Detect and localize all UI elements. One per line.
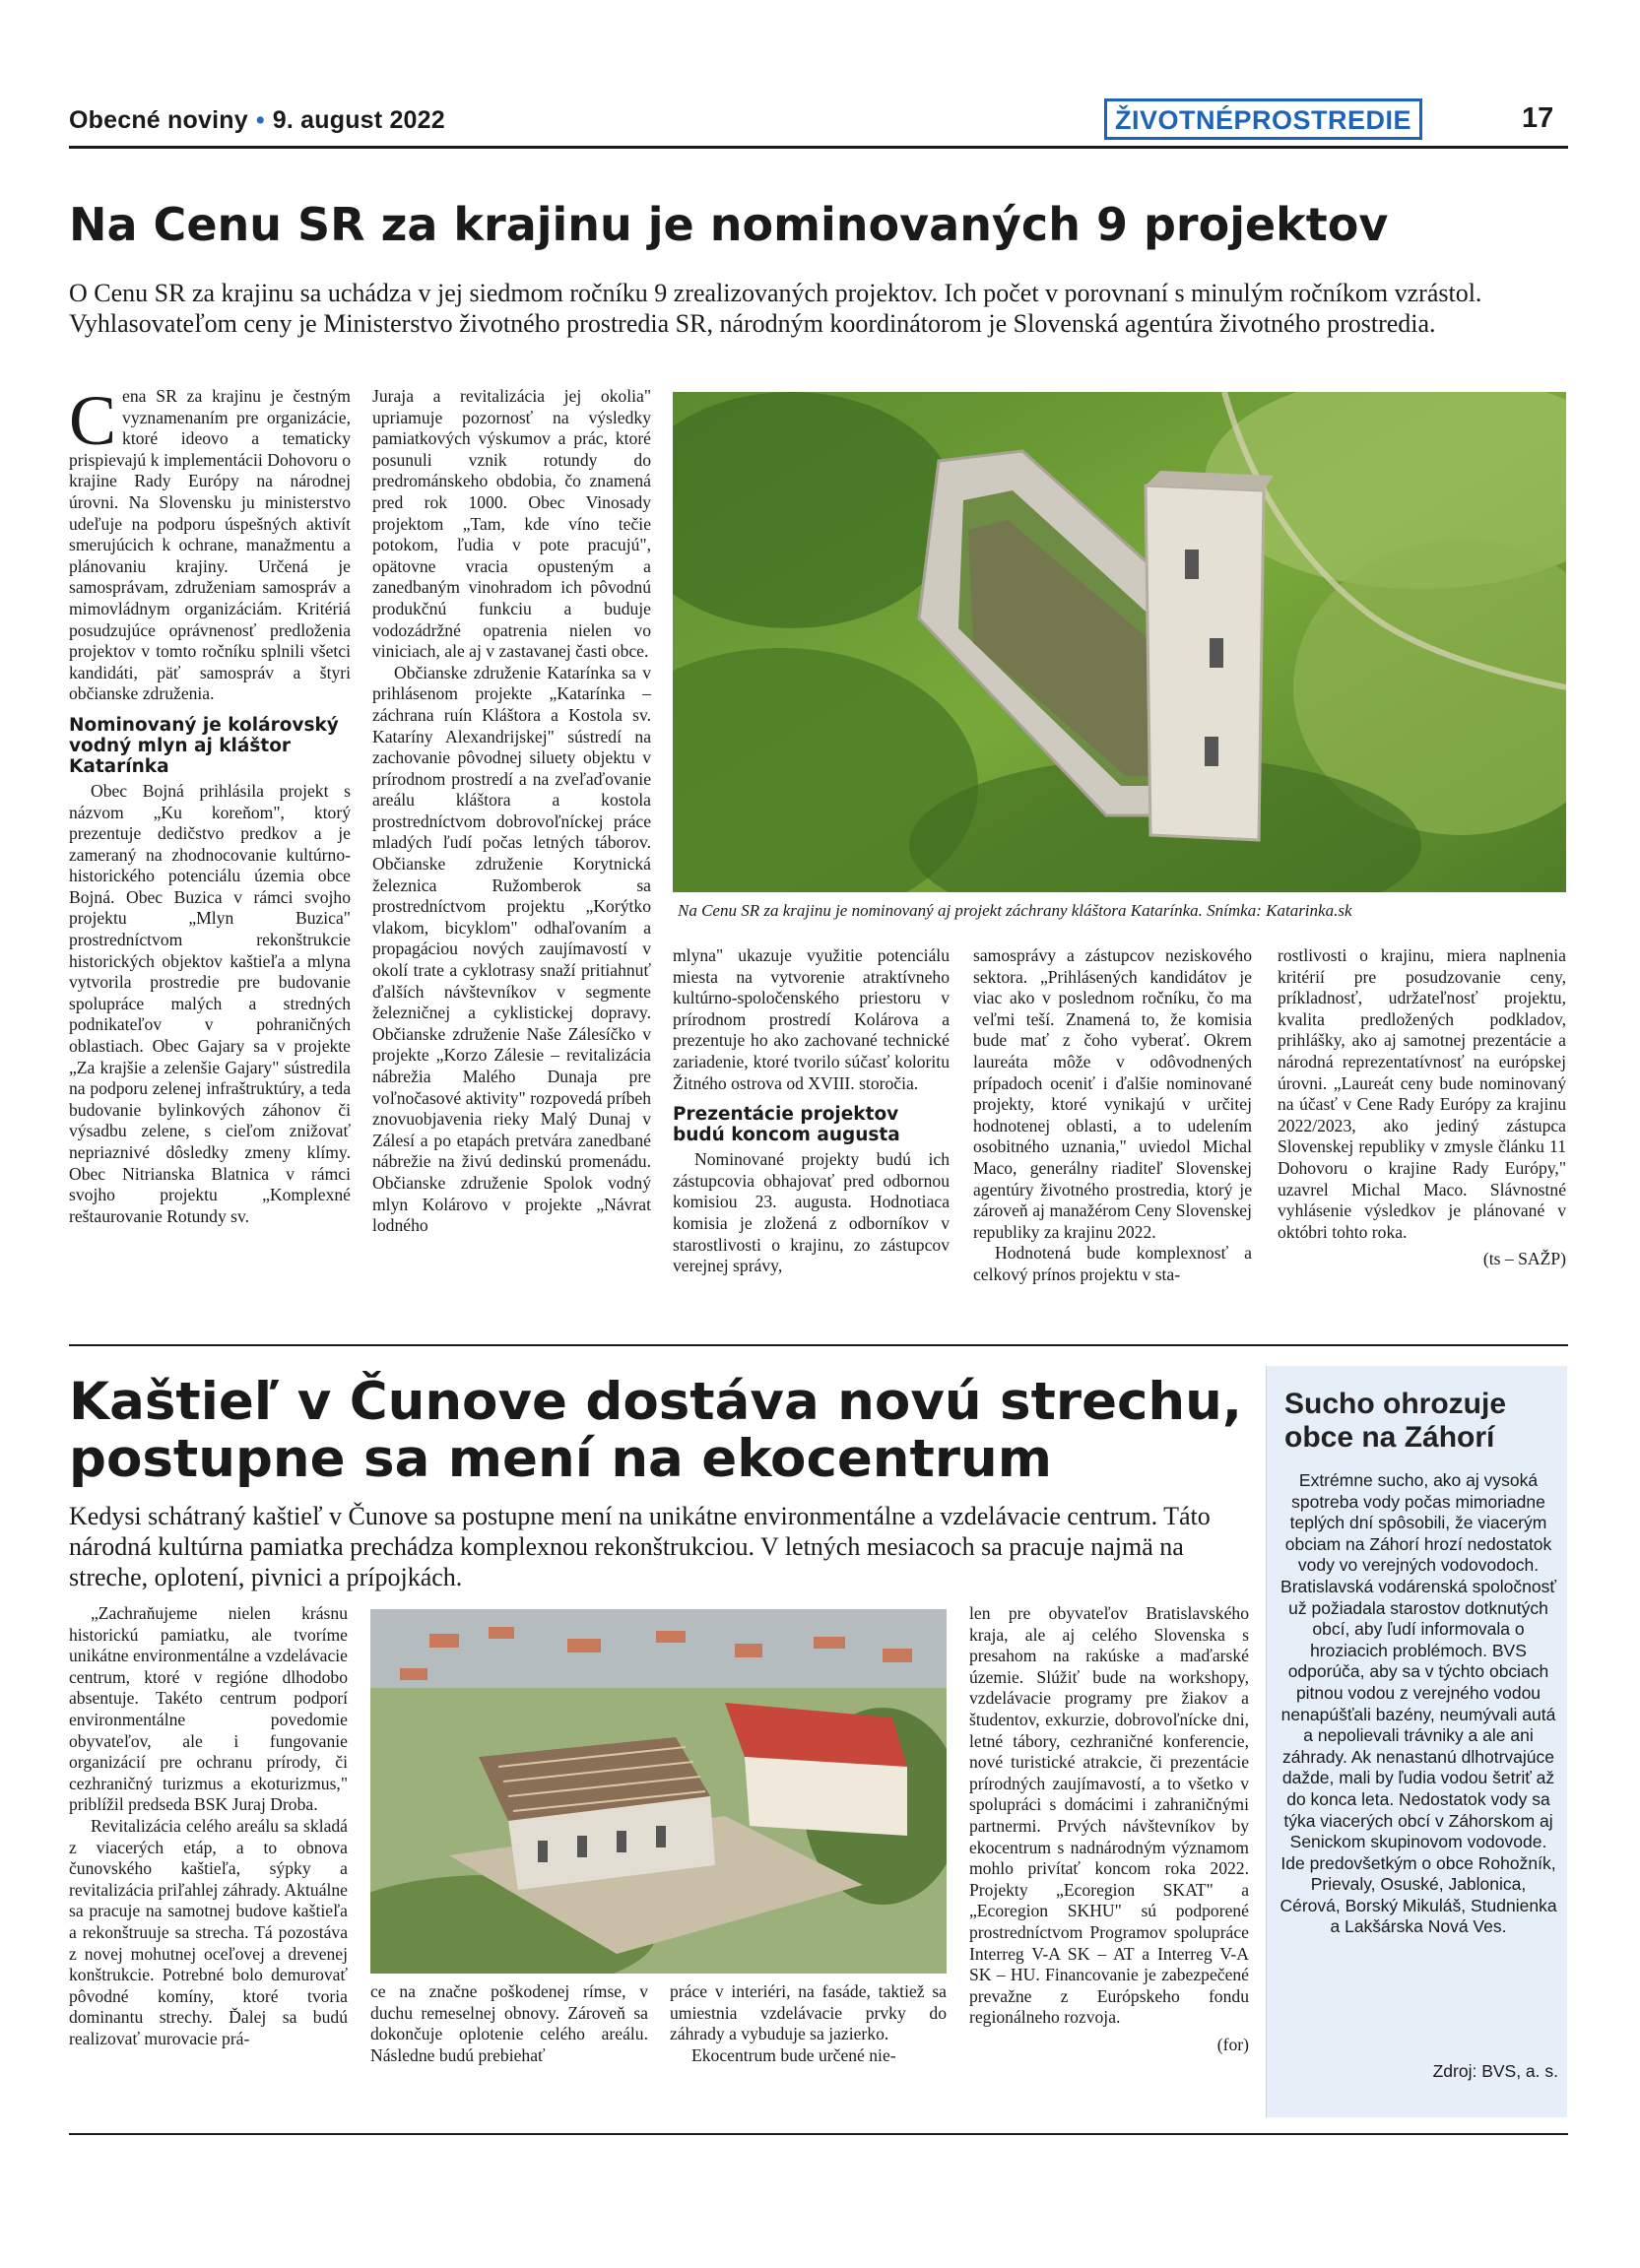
footer-rule: [69, 2133, 1568, 2135]
article2-headline-line2: postupne sa mení na ekocentrum: [69, 1429, 1052, 1489]
article1-subhead-2: Prezentácie projektov budú koncom augusta: [673, 1104, 900, 1146]
article1-col4-p1: samosprávy a zástupcov neziskového sektora. „Prihlásených kandidátov je viac ako v poslednom ročníku, čo ma veľmi teší. Znamená to, že komisia bude mať z čoho vyberať. Okrem laureáta môže v odôvodnených prípadoch oceniť i ďalšie nominované projekty, ktoré vynikajú v určitej hodnotenej oblasti, a to udelením osobitného uznania," uviedol Michal Maco, generálny riaditeľ Slovenskej agentúry životného prostredia, ktorý je zároveň aj manažérom Ceny Slovenskej republiky za krajinu 2022.: [973, 945, 1252, 1242]
article2-col3-p2: Ekocentrum bude určené nie-: [691, 2044, 896, 2065]
dropcap: C: [69, 381, 117, 460]
article2-column-3: [670, 1981, 947, 2066]
article1-signature: (ts – SAŽP): [1482, 1249, 1566, 1269]
article1-col3-p2: Nominované projekty budú ich zástupcovia obhajovať pred odbornou komisiou 23. augusta. Hodnotiaca komisia je zložená z odborníkov v starostlivosti o krajinu, zo zástupcov verejnej správy,: [673, 1149, 950, 1276]
sidebar-box: [1266, 1366, 1567, 2117]
article1-col2-p2: Občianske združenie Katarínka sa v prihlásenom projekte „Katarínka – záchrana ruín Kláštora a Kostola sv. Kataríny Alexandrijskej" sústredí na zachovanie pôvodnej siluety objektu v prírodnom prostredí a na zveľaďovanie areálu kláštora a kostola prostredníctvom dobrovoľníckej práce mladých ľudí počas letných táborov. Občianske združenie Korytnická železnica Ružomberok sa prostredníctvom projektu „Korýtko vlakom, bicyklom" odhaľovaním a propagáciou nových zaujímavostí v okolí trate a cyklotrasy snaží pritiahnuť ďalších návštevníkov v segmente železničnej a cyklistickej dopravy. Občianske združenie Naše Zálesíčko v projekte „Korzo Zálesie – revitalizácia nábrežia Malého Dunaja pre voľnočasové aktivity" rozpovedá príbeh znovuobjavenia rieky Malý Dunaj v Zálesí a po etapách pretvára zanedbané nábrežie na živú dedinskú promenádu. Občianske združenie Spolok vodný mlyn Kolárovo v projekte „Návrat lodného: [372, 662, 651, 1236]
article2-column-1: [69, 1603, 348, 2049]
masthead: [69, 106, 445, 135]
article1-subhead-1: Nominovaný je kolárovský vodný mlyn aj kláštor Katarínka: [69, 714, 339, 777]
katarinka-photo-caption: Na Cenu SR za krajinu je nominovaný aj projekt záchrany kláštora Katarínka. Snímka: Katarinka.sk: [678, 901, 1352, 920]
sidebar-title-line1: Sucho ohrozuje: [1284, 1388, 1506, 1420]
issue-date: 9. august 2022: [272, 106, 445, 134]
article1-col1-p2: Obec Bojná prihlásila projekt s názvom „Ku koreňom", ktorý prezentuje dedičstvo predkov a je zameraný na zhodnocovanie kultúrno-historického potenciálu územia obce Bojná. Obec Buzica v rámci svojho projektu „Mlyn Buzica" prostredníctvom rekonštrukcie historických objektov kaštieľa a mlyna vytvorila prostredie pre budovanie spolupráce malých a stredných podnikateľov v pohraničných oblastiach. Obec Gajary sa v projekte „Za krajšie a zelenšie Gajary" sústredila na podporu zelenej infraštruktúry, a teda budovanie bylinkových záhonov či výsadbu zelene, s cieľom znižovať nepriaznivé dôsledky zmeny klímy. Obec Nitrianska Blatnica v rámci svojho projektu „Komplexné reštaurovanie Rotundy sv.: [69, 780, 351, 1226]
article1-column-4: [973, 945, 1252, 1286]
article2-col2-text: ce na značne poškodenej rímse, v duchu remeselnej obnovy. Zároveň sa dokončuje oplotenie celého areálu. Následne budú prebiehať: [370, 1981, 648, 2065]
article1-lead: O Cenu SR za krajinu sa uchádza v jej siedmom ročníku 9 zrealizovaných projektov. Ich počet v porovnaní s minulým ročníkom vzrástol. Vyhlasovateľom ceny je Ministerstvo životného prostredia SR, národným koordinátorom je Slovenská agentúra životného prostredia.: [69, 279, 1482, 338]
article2-headline: [69, 1374, 1251, 1488]
article1-column-1: [69, 381, 351, 1227]
page-number: 17: [1522, 102, 1554, 134]
publication-name: Obecné noviny: [69, 106, 248, 134]
article2-lead: Kedysi schátraný kaštieľ v Čunove sa postupne mení na unikátne environmentálne a vzdelávacie centrum. Táto národná kultúrna pamiatka prechádza komplexnou rekonštrukciou. V letných mesiacoch sa pracuje najmä na streche, oplotení, pivnici a prípojkách.: [69, 1502, 1211, 1591]
article2-col1-p1: „Zachraňujeme nielen krásnu historickú pamiatku, ale tvoríme unikátne environmentálne a vzdelávacie centrum, ktoré v regióne dlhodobo absentuje. Takéto centrum podporí environmentálne povedomie obyvateľov, ale i fungovanie organizácií pre ochranu prírody, či cezhraničný turizmus a ekoturizmus," priblížil predseda BSK Juraj Droba.: [69, 1603, 348, 1815]
article1-col1-p1: ena SR za krajinu je čestným vyznamenaním pre organizácie, ktoré ideovo a tematicky prispievajú k implementácii Dohovoru o krajine Rady Európy na národnej úrovni. Na Slovensku ju ministerstvo udeľuje na podporu úspešných aktivít smerujúcich k ochrane, manažmentu a plánovaniu krajiny. Určená je samosprávam, združeniam samospráv a mimovládnym organizáciám. Kritériá posudzujúce oprávnenosť predloženia projektov v tomto ročníku splnili všetci kandidáti, päť samospráv a štyri občianske združenia.: [69, 386, 351, 704]
article2-signature: (for): [1216, 2034, 1249, 2054]
article1-col3-p1: mlyna" ukazuje využitie potenciálu miesta na vytvorenie atraktívneho kultúrno-spoločenského priestoru v prírodnom prostredí Kolárova a prezentuje ho ako zachované technické zariadenie, ktoré tvorilo súčasť koloritu Žitného ostrova od XVIII. storočia.: [673, 945, 950, 1093]
katarinka-ruins-photo: [673, 392, 1566, 892]
article1-headline: Na Cenu SR za krajinu je nominovaných 9 projektov: [69, 198, 1389, 251]
article2-col1-p2: Revitalizácia celého areálu sa skladá z viacerých etáp, a to obnova čunovského kaštieľa, sýpky a revitalizácia priľahlej záhrady. Aktuálne sa pracuje na samotnej budove kaštieľa a rekonštruuje sa strecha. Tá pozostáva z novej mohutnej oceľovej a drevenej konštrukcie. Potrebné bolo demurovať pôvodné komíny, ktoré tvoria dominantu strechy. Ďalej sa budú realizovať murovacie prá-: [69, 1815, 348, 2048]
article1-column-2: [372, 386, 651, 1237]
article1-col4-p2: Hodnotená bude komplexnosť a celkový prínos projektu v sta-: [973, 1243, 1252, 1284]
article2-column-4: [969, 1603, 1249, 2055]
separator-dot: •: [255, 106, 265, 134]
header-rule: [69, 146, 1568, 149]
sidebar-body: Extrémne sucho, ako aj vysoká spotreba vody počas mimoriadne teplých dní spôsobili, že viacerým obciam na Záhorí hrozí nedostatok vody vo verejných vodovodoch. Bratislavská vodárenská spoločnosť už požiadala starostov dotknutých obcí, aby ľudí informovala o hroziacich problémoch. BVS odporúča, aby sa v týchto obciach pitnou vodou z verejného vodou nenapúšťali bazény, neumývali autá a nepolievali trávniky a ale ani záhrady. Ak nenastanú dlhotrvajúce dažde, mali by ľudia vodou šetriť až do konca leta. Nedostatok vody sa týka viacerých obcí v Záhorskom aj Senickom skupinovom vodovode. Ide predovšetkým o obce Rohožník, Prievaly, Osuské, Jablonica, Cérová, Borský Mikuláš, Studnienka a Lakšárska Nová Ves.: [1279, 1470, 1557, 1937]
article2-column-2: [370, 1981, 648, 2066]
section-label: ŽIVOTNÉPROSTREDIE: [1104, 98, 1422, 140]
article2-headline-line1: Kaštieľ v Čunove dostáva novú strechu,: [69, 1372, 1243, 1432]
sidebar-title-line2: obce na Záhorí: [1284, 1421, 1495, 1454]
article2-col3-p1: práce v interiéri, na fasáde, taktiež sa umiestnia vzdelávacie prvky do záhrady a vybuduje sa jazierko.: [670, 1981, 947, 2044]
sidebar-title: [1284, 1388, 1560, 1455]
article2-col4-text: len pre obyvateľov Bratislavského kraja, ale aj celého Slovenska s presahom na rakúske a maďarské územie. Slúžiť bude na workshopy, vzdelávacie programy pre žiakov a študentov, exkurzie, dobrovoľnícke dni, letné tábory, cezhraničné konferencie, nové turistické atrakcie, či prezentácie prírodných zaujímavostí, a to všetko v spolupráci s domácimi i zahraničnými partnermi. Prvých návštevníkov by ekocentrum s nadnárodným významom mohlo privítať koncom roka 2022. Projekty „Ecoregion SKAT" a „Ecoregion SKHU" sú podporené prostredníctvom Programov spolupráce Interreg V-A SK – AT a Interreg V-A SK – HU. Financovanie je zabezpečené prevažne z Európskeho fondu regionálneho rozvoja.: [969, 1603, 1249, 2028]
sidebar-source: Zdroj: BVS, a. s.: [1432, 2061, 1558, 2081]
cunovo-manor-photo: [370, 1609, 947, 1974]
article1-column-3: [673, 945, 950, 1277]
article1-col2-p1: Juraja a revitalizácia jej okolia" upriamuje pozornosť na výsledky pamiatkových výskumov a prác, ktoré posunuli vznik rotundy do predrománskeho obdobia, čo znamená pred rok 1000. Obec Vinosady projektom „Tam, kde víno tečie potokom, ľudia v pote pracujú", opätovne vracia opusteným a zanedbaným vinohradom ich pôvodnú produkčnú funkciu a buduje vodozádržné opatrenia nielen vo viniciach, ale aj v zastavanej časti obce.: [372, 386, 651, 662]
article-divider: [69, 1344, 1568, 1346]
article1-col5-p1: rostlivosti o krajinu, miera naplnenia kritérií pre posudzovanie ceny, príkladnosť, udržateľnosť projektu, kvalita predložených podkladov, prihlášky, ako aj samotnej prezentácie a národná reprezentatívnosť na európskej úrovni. „Laureát ceny bude nominovaný na účasť v Cene Rady Európy za krajinu 2022/2023, ako jediný zástupca Slovenskej republiky v zmysle článku 11 Dohovoru o krajine Rady Európy," uzavrel Michal Maco. Slávnostné vyhlásenie výsledkov je plánované v októbri tohto roka.: [1278, 945, 1566, 1242]
article1-column-5: [1278, 945, 1566, 1270]
